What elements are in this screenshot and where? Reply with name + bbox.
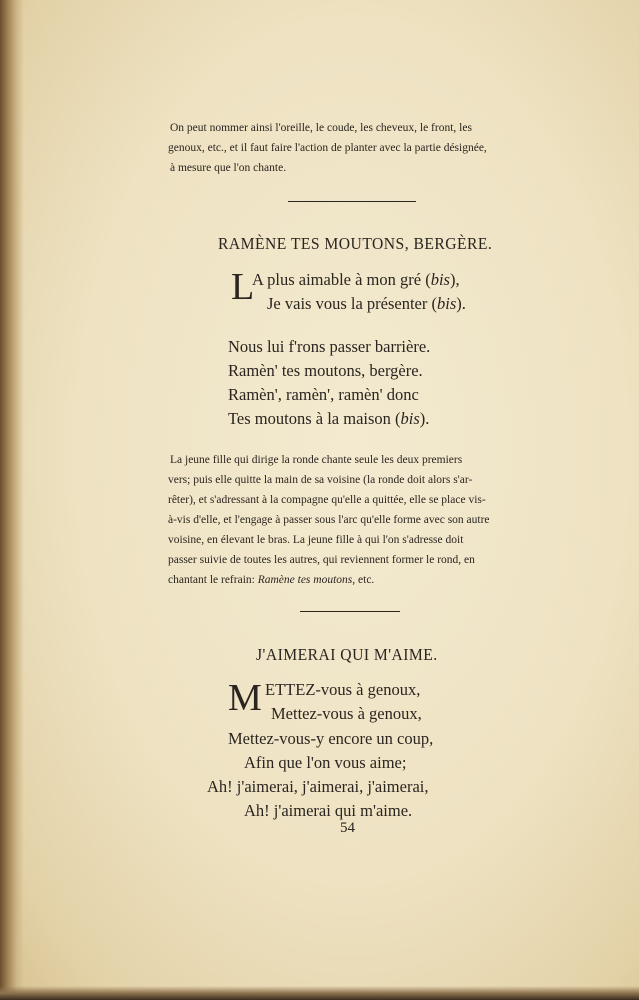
page-number: 54 — [340, 820, 355, 836]
song-title: RAMÈNE TES MOUTONS, BERGÈRE. — [218, 234, 493, 253]
song-title: J'AIMERAI QUI M'AIME. — [256, 645, 438, 664]
intro-paragraph — [170, 118, 552, 178]
verse-line: Je vais vous la présenter (bis). — [267, 294, 466, 313]
verse-line: ETTEZ-vous à genoux, — [265, 680, 421, 699]
verse-line: A plus aimable à mon gré (bis), — [252, 270, 460, 289]
intro-line: genoux, etc., et il faut faire l'action de planter avec la partie désignée, — [168, 142, 487, 154]
description-paragraph — [170, 450, 552, 590]
section-divider — [300, 611, 400, 612]
description-line: voisine, en élevant le bras. La jeune fille à qui l'on s'adresse doit — [168, 534, 464, 546]
verse-line: Ah! j'aimerai, j'aimerai, j'aimerai, — [207, 777, 429, 796]
intro-line: On peut nommer ainsi l'oreille, le coude, les cheveux, le front, les — [170, 122, 472, 134]
page-bottom-edge — [0, 986, 639, 1000]
verse-line: Nous lui f'rons passer barrière. — [228, 337, 431, 356]
description-line: vers; puis elle quitte la main de sa voisine (la ronde doit alors s'ar- — [168, 474, 473, 486]
drop-cap: M — [228, 677, 262, 719]
drop-cap: L — [231, 266, 255, 308]
verse-line: Ramèn' tes moutons, bergère. — [228, 361, 423, 380]
description-line: chantant le refrain: Ramène tes moutons, etc. — [168, 574, 375, 586]
section-divider — [288, 201, 416, 202]
description-line: passer suivie de toutes les autres, qui reviennent former le rond, en — [168, 554, 475, 566]
verse-line: Tes moutons à la maison (bis). — [228, 409, 430, 428]
verse-line: Mettez-vous à genoux, — [271, 704, 422, 723]
page-binding-shadow — [0, 0, 24, 1000]
description-line: rêter), et s'adressant à la compagne qu'elle a quittée, elle se place vis- — [168, 494, 486, 506]
description-line: La jeune fille qui dirige la ronde chante seule les deux premiers — [170, 454, 463, 466]
intro-line: à mesure que l'on chante. — [170, 162, 287, 174]
verse-line: Afin que l'on vous aime; — [244, 753, 407, 772]
verse-line: Mettez-vous-y encore un coup, — [228, 729, 434, 748]
verse-line: Ah! j'aimerai qui m'aime. — [244, 801, 413, 820]
verse-line: Ramèn', ramèn', ramèn' donc — [228, 385, 419, 404]
description-line: à-vis d'elle, et l'engage à passer sous l'arc qu'elle forme avec son autre — [168, 514, 490, 526]
